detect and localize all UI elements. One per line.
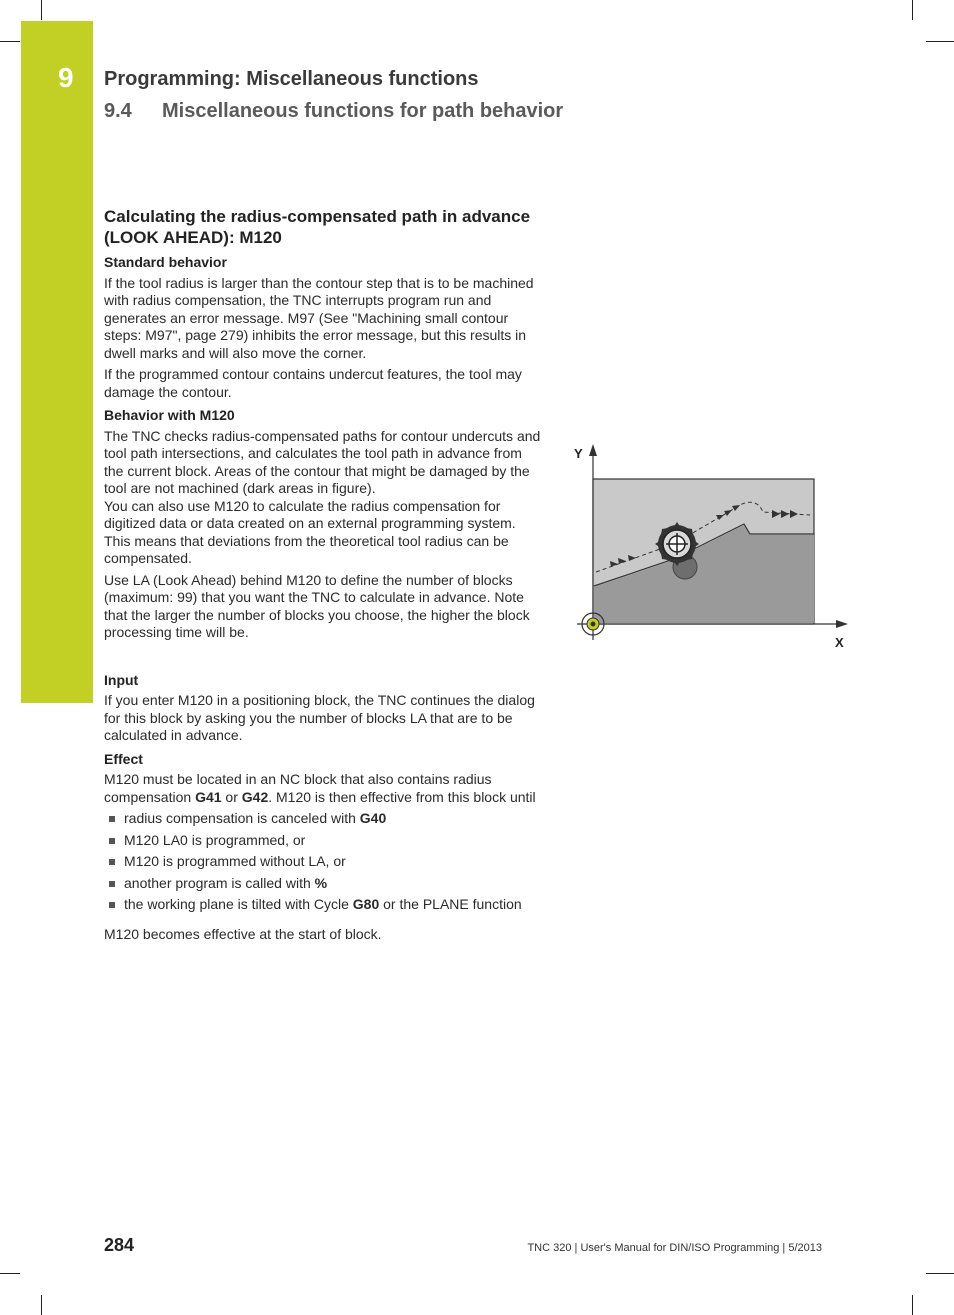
crop-mark <box>912 0 913 20</box>
effect-text: . M120 is then effective from this block until <box>268 788 536 805</box>
footer-text: TNC 320 | User's Manual for DIN/ISO Programming | 5/2013 <box>527 1242 822 1254</box>
m120-figure <box>574 440 850 652</box>
m120-behavior-paragraph: Use LA (Look Ahead) behind M120 to define the number of blocks (maximum: 99) that you want the TNC to calculate in advance. Note that the larger the number of blocks you choose, the higher the block processing time will be. <box>104 571 530 640</box>
y-axis-arrow-icon <box>589 444 597 456</box>
m120-behavior-heading: Behavior with M120 <box>104 407 235 423</box>
x-axis-arrow-icon <box>836 620 848 628</box>
page-number: 284 <box>104 1235 135 1255</box>
y-axis-label: Y <box>574 446 583 461</box>
bullet-square-icon <box>109 816 115 822</box>
section-number: 9.4 <box>104 100 132 122</box>
effect-text: M120 must be located in an NC block that also contains radius compensation <box>104 771 492 805</box>
effect-paragraph <box>104 771 544 806</box>
list-item: M120 is programmed without LA, or <box>104 853 544 871</box>
crop-mark <box>912 1295 913 1315</box>
effect-conditions-list <box>104 810 544 914</box>
chapter-title: Programming: Miscellaneous functions <box>104 68 479 90</box>
article-body <box>104 206 544 947</box>
list-item: another program is called with % <box>104 875 544 893</box>
bullet-square-icon <box>109 859 115 865</box>
bullet-square-icon <box>109 838 115 844</box>
list-item: the working plane is tilted with Cycle G80 or the PLANE function <box>104 896 544 914</box>
section-title: Miscellaneous functions for path behavior <box>162 100 564 122</box>
crop-mark <box>0 1273 20 1274</box>
crop-mark <box>0 41 20 42</box>
chapter-tab <box>21 21 93 703</box>
standard-behavior-heading: Standard behavior <box>104 254 227 270</box>
effect-closing: M120 becomes effective at the start of block. <box>104 925 382 942</box>
standard-behavior-paragraph: If the tool radius is larger than the contour step that is to be machined with radius compensation, the TNC interrupts program run and generates an error message. M97 (See "Machining small contour steps: M97", page 279) inhibits the error message, but this results in dwell marks and will also move the corner. <box>104 274 534 361</box>
m120-behavior-paragraph: The TNC checks radius-compensated paths for contour undercuts and tool path intersections, and calculates the tool path in advance from the current block. Areas of the contour that might be damaged by the tool are not machined (dark areas in figure). <box>104 427 541 496</box>
article-title: Calculating the radius-compensated path in advance (LOOK AHEAD): M120 <box>104 207 531 247</box>
chapter-number: 9 <box>58 62 74 93</box>
bullet-square-icon <box>109 902 115 908</box>
standard-behavior-paragraph: If the programmed contour contains undercut features, the tool may damage the contour. <box>104 366 522 400</box>
crop-mark <box>41 1295 42 1315</box>
list-item: M120 LA0 is programmed, or <box>104 832 544 850</box>
m120-behavior-paragraph: You can also use M120 to calculate the radius compensation for digitized data or data created on an external programming system. This means that deviations from the theoretical tool radius can be compensated. <box>104 497 516 566</box>
bullet-square-icon <box>109 881 115 887</box>
crop-mark <box>926 1273 954 1274</box>
code-g41: G41 <box>195 788 222 805</box>
code-g42: G42 <box>241 788 269 805</box>
crop-mark <box>41 0 42 20</box>
list-item: radius compensation is canceled with G40 <box>104 810 544 828</box>
effect-text: or <box>221 788 242 805</box>
effect-heading: Effect <box>104 750 143 767</box>
input-paragraph: If you enter M120 in a positioning block, the TNC continues the dialog for this block by asking you the number of blocks LA that are to be calculated in advance. <box>104 692 535 743</box>
input-heading: Input <box>104 671 139 688</box>
x-axis-label: X <box>835 635 844 650</box>
crop-mark <box>926 41 954 42</box>
